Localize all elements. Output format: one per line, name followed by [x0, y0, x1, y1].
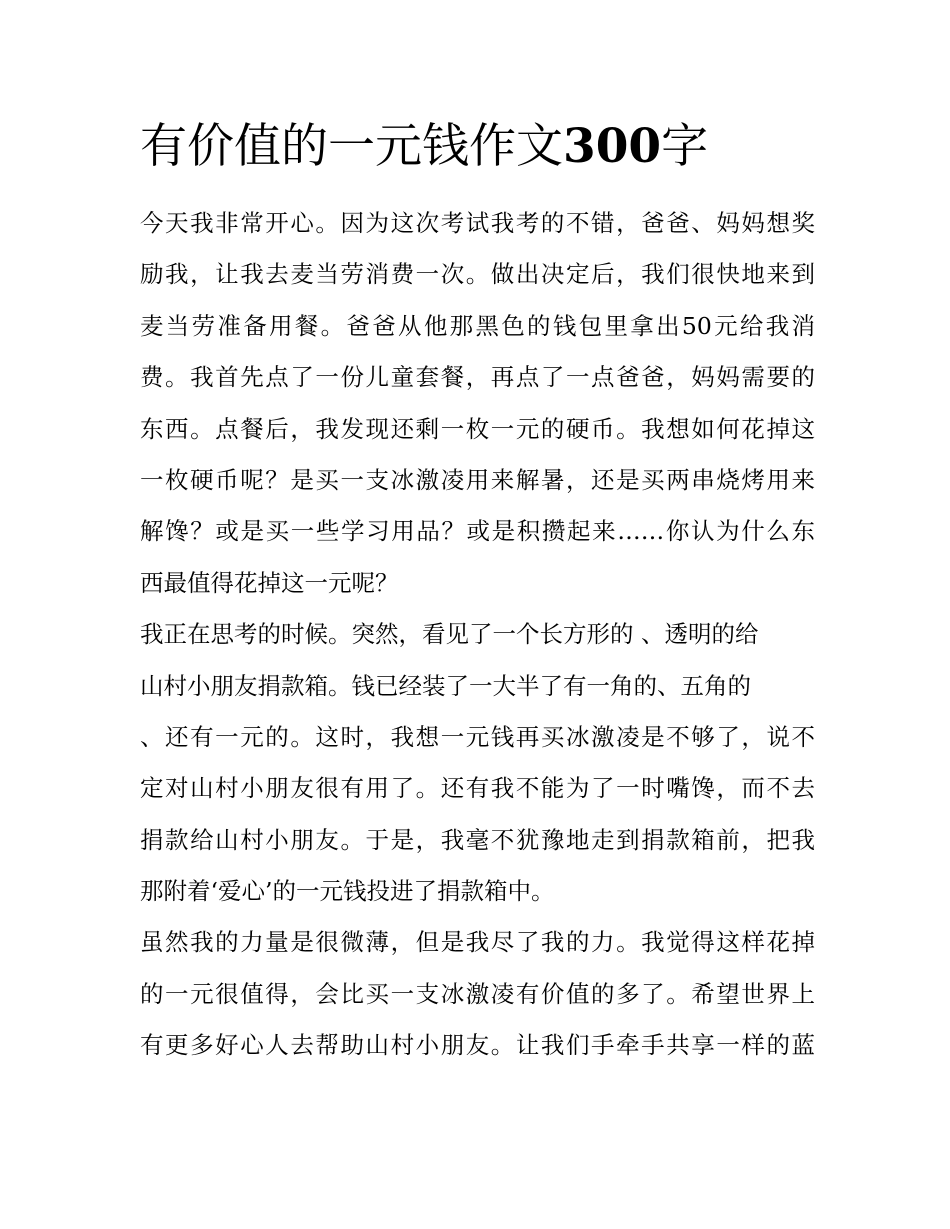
- text-line: 励我，让我去麦当劳消费一次。做出决定后，我们很快地来到: [140, 260, 815, 289]
- text-line: 我正在思考的时候。突然，看见了一个长方形的 、透明的给: [140, 620, 759, 649]
- text-line: 山村小朋友捐款箱。钱已经装了一大半了有一角的、五角的: [140, 671, 751, 700]
- essay-body: [140, 198, 815, 1072]
- title-suffix: 字: [661, 119, 709, 174]
- text-line: 、还有一元的。这时，我想一元钱再买冰激凌是不够了，说不: [140, 722, 815, 751]
- text-line: 捐款给山村小朋友。于是，我毫不犹豫地走到捐款箱前，把我: [140, 825, 815, 854]
- title-number: 300: [563, 119, 662, 174]
- text-line: 今天我非常开心。因为这次考试我考的不错，爸爸、妈妈想奖: [140, 209, 815, 237]
- text-line: 解馋？或是买一些学习用品？或是积攒起来……你认为什么东: [140, 517, 815, 546]
- text-line: 定对山村小朋友很有用了。还有我不能为了一时嘴馋，而不去: [140, 774, 815, 803]
- text-line: 西最值得花掉这一元呢？: [140, 568, 399, 597]
- document-title: [140, 112, 840, 182]
- title-text: 有价值的一元钱作文: [140, 119, 563, 174]
- text-line: 麦当劳准备用餐。爸爸从他那黑色的钱包里拿出50元给我消: [140, 311, 815, 340]
- text-line: 的一元很值得，会比买一支冰激凌有价值的多了。希望世界上: [140, 979, 815, 1008]
- text-line: 一枚硬币呢？是买一支冰激凌用来解暑，还是买两串烧烤用来: [140, 465, 815, 494]
- text-line: 虽然我的力量是很微薄，但是我尽了我的力。我觉得这样花掉: [140, 928, 815, 957]
- text-line: 有更多好心人去帮助山村小朋友。让我们手牵手共享一样的蓝: [140, 1031, 815, 1060]
- text-line: 那附着‘爱心’的一元钱投进了捐款箱中。: [140, 877, 555, 906]
- text-line: 费。我首先点了一份儿童套餐，再点了一点爸爸，妈妈需要的: [140, 363, 815, 392]
- text-line: 东西。点餐后，我发现还剩一枚一元的硬币。我想如何花掉这: [140, 414, 815, 443]
